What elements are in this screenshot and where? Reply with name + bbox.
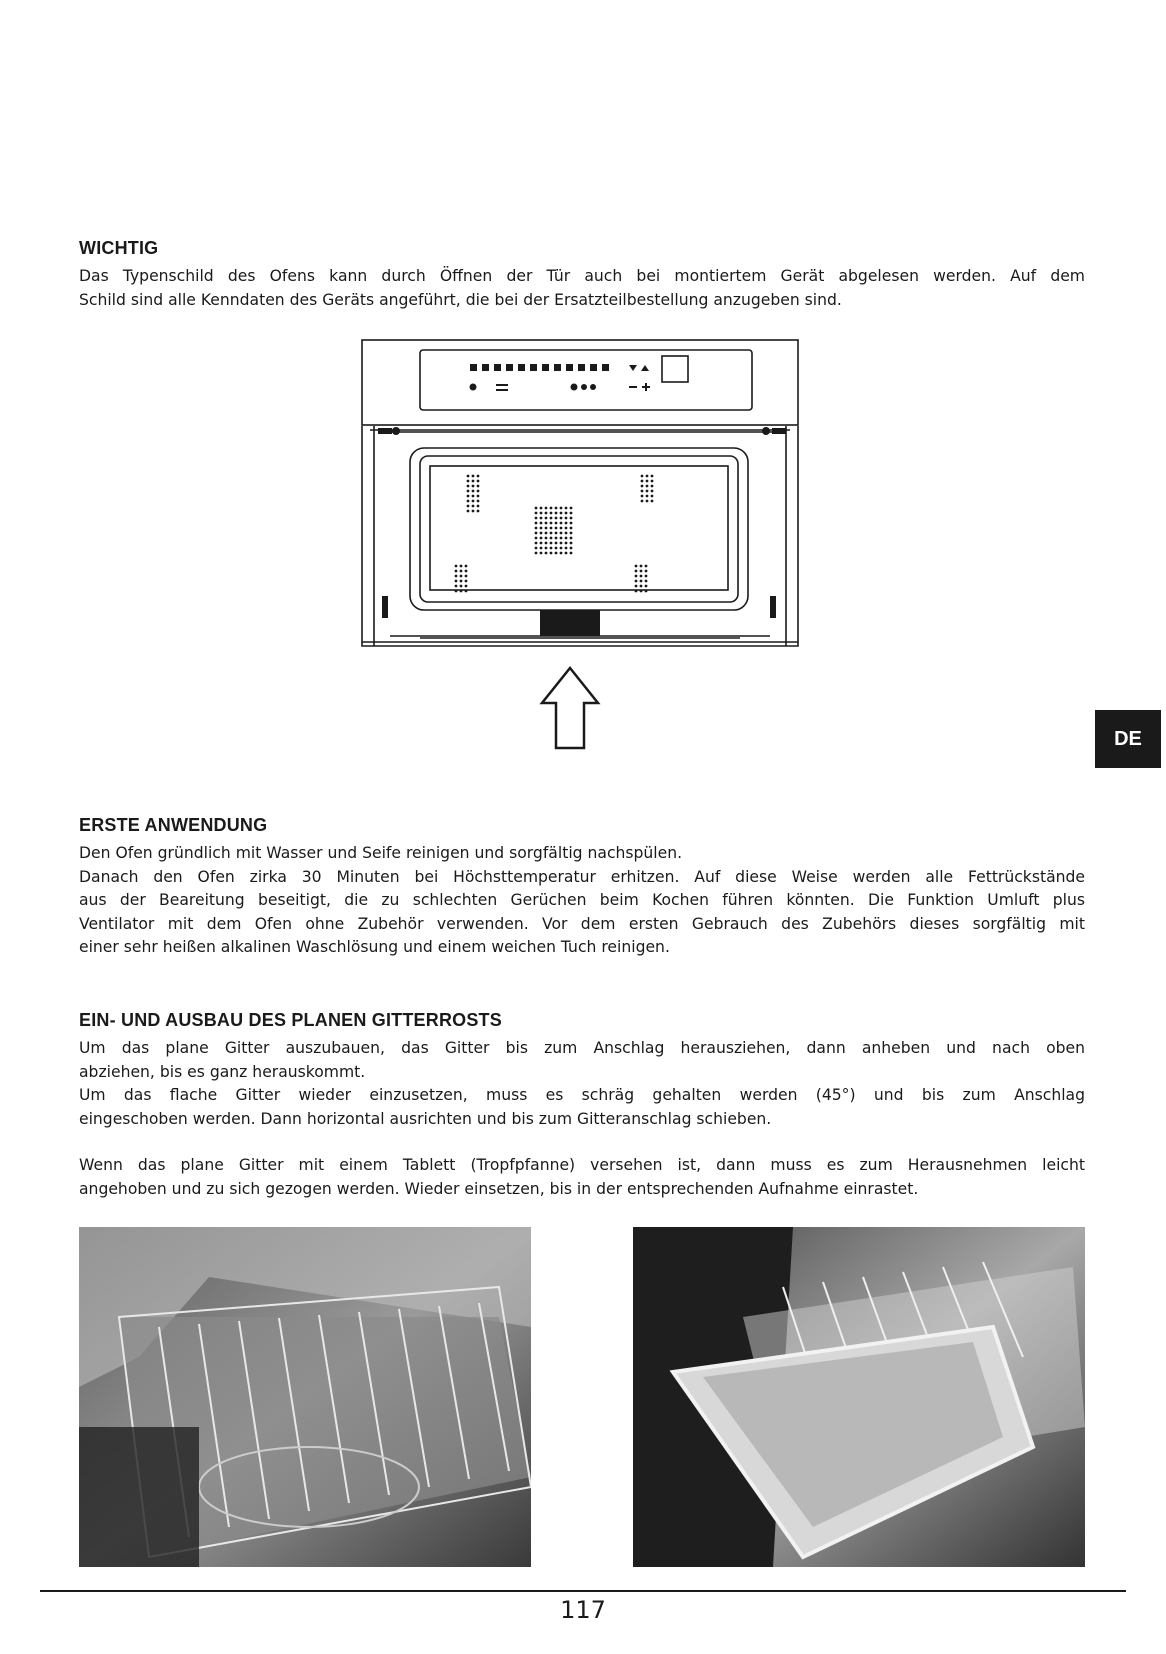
text-line: Den Ofen gründlich mit Wasser und Seife reinigen und sorgfältig nachspülen.	[79, 844, 683, 862]
vent-dot	[545, 537, 548, 540]
vent-dot	[540, 537, 543, 540]
vent-dot	[555, 542, 558, 545]
vent-dot	[465, 565, 468, 568]
vent-dot	[540, 512, 543, 515]
text-line: Um das plane Gitter auszubauen, das Gitter bis zum Anschlag herausziehen, dann anheben und nach oben	[79, 1039, 1085, 1057]
footer-divider	[40, 1590, 1126, 1592]
heading-wichtig: WICHTIG	[79, 238, 159, 258]
heading-gitterrost: EIN- UND AUSBAU DES PLANEN GITTERROSTS	[79, 1010, 502, 1030]
vent-dot	[565, 532, 568, 535]
vent-dot	[467, 510, 470, 513]
vent-dot	[560, 547, 563, 550]
vent-dot	[640, 575, 643, 578]
vent-dot	[565, 512, 568, 515]
vent-dot	[467, 480, 470, 483]
paragraph-gitterrost-1	[79, 1037, 1085, 1131]
vent-dot	[555, 527, 558, 530]
vent-dot	[570, 547, 573, 550]
vent-dot	[555, 517, 558, 520]
vent-dot	[640, 590, 643, 593]
vent-dot	[565, 547, 568, 550]
vent-dot	[645, 580, 648, 583]
text-line: Wenn das plane Gitter mit einem Tablett (Tropfpfanne) versehen ist, dann muss es zum Herausnehmen leicht	[79, 1156, 1085, 1174]
vent-dot	[646, 495, 649, 498]
vent-dot	[560, 542, 563, 545]
vent-dot	[570, 552, 573, 555]
vent-dot	[535, 552, 538, 555]
text-line: angehoben und zu sich gezogen werden. Wieder einsetzen, bis in der entsprechenden Aufnahme einrastet.	[79, 1179, 919, 1198]
text-line: Danach den Ofen zirka 30 Minuten bei Höchsttemperatur erhitzen. Auf diese Weise werden alle Fettrückstände	[79, 867, 1085, 886]
vent-dot	[545, 527, 548, 530]
vent-dot	[565, 517, 568, 520]
vent-dot	[565, 552, 568, 555]
vent-dot	[550, 552, 553, 555]
vent-dot	[560, 537, 563, 540]
vent-dot	[535, 522, 538, 525]
vent-dot	[651, 495, 654, 498]
photo-oven-rack-tray	[633, 1227, 1085, 1567]
vent-dot	[545, 552, 548, 555]
vent-dot	[545, 532, 548, 535]
vent-dot	[651, 475, 654, 478]
vent-dot	[467, 475, 470, 478]
vent-dot	[555, 522, 558, 525]
vent-dot	[651, 500, 654, 503]
paragraph-gitterrost-2	[79, 1154, 1085, 1201]
vent-dot	[455, 565, 458, 568]
vent-dot	[472, 485, 475, 488]
vent-dot	[467, 505, 470, 508]
vent-dot	[540, 507, 543, 510]
vent-dot	[472, 495, 475, 498]
vent-dot	[646, 480, 649, 483]
vent-dot	[545, 542, 548, 545]
vent-dot	[640, 565, 643, 568]
vent-dot	[535, 527, 538, 530]
vent-dot	[555, 537, 558, 540]
vent-dot	[570, 532, 573, 535]
vent-dot	[645, 590, 648, 593]
vent-dot	[540, 527, 543, 530]
vent-dot	[640, 570, 643, 573]
vent-dot	[477, 500, 480, 503]
vent-dot	[635, 580, 638, 583]
vent-dot	[651, 480, 654, 483]
vent-dot	[535, 542, 538, 545]
vent-dot	[560, 552, 563, 555]
vent-dot	[460, 565, 463, 568]
oven-front-diagram	[360, 338, 800, 788]
vent-dot	[455, 590, 458, 593]
vent-dot	[535, 537, 538, 540]
vent-dot	[535, 512, 538, 515]
vent-dot	[641, 500, 644, 503]
vent-dot	[477, 480, 480, 483]
vent-dot	[535, 507, 538, 510]
vent-dot	[550, 527, 553, 530]
vent-dot	[535, 547, 538, 550]
vent-dot	[560, 517, 563, 520]
vent-dot	[550, 547, 553, 550]
vent-dot	[545, 517, 548, 520]
vent-dot	[635, 575, 638, 578]
vent-dot	[455, 570, 458, 573]
vent-dot	[477, 485, 480, 488]
vent-dot	[460, 575, 463, 578]
vent-dot	[641, 485, 644, 488]
vent-dot	[635, 585, 638, 588]
vent-dot	[570, 507, 573, 510]
vent-dot	[467, 490, 470, 493]
vent-dot	[455, 575, 458, 578]
vent-dot	[560, 507, 563, 510]
vent-dot	[641, 495, 644, 498]
vent-dot	[560, 527, 563, 530]
vent-dot	[550, 532, 553, 535]
paragraph-wichtig	[79, 265, 1085, 312]
vent-dot	[460, 590, 463, 593]
vent-dot	[545, 512, 548, 515]
vent-dot	[565, 522, 568, 525]
vent-dot	[565, 507, 568, 510]
vent-dot	[460, 570, 463, 573]
vent-dot	[570, 527, 573, 530]
vent-dot	[540, 532, 543, 535]
vent-dot	[570, 542, 573, 545]
vent-dot	[550, 517, 553, 520]
vent-dot	[545, 507, 548, 510]
vent-dot	[555, 507, 558, 510]
vent-dot	[540, 517, 543, 520]
vent-dot	[645, 575, 648, 578]
vent-dot	[555, 552, 558, 555]
vent-dot	[550, 542, 553, 545]
vent-dot	[465, 575, 468, 578]
vent-dot	[641, 475, 644, 478]
text-line: eingeschoben werden. Dann horizontal ausrichten und bis zum Gitteranschlag schieben.	[79, 1109, 772, 1128]
vent-dot	[545, 547, 548, 550]
vent-dot	[640, 585, 643, 588]
vent-dot	[646, 485, 649, 488]
vent-dot	[535, 517, 538, 520]
vent-dot	[472, 475, 475, 478]
text-line: Das Typenschild des Ofens kann durch Öffnen der Tür auch bei montiertem Gerät abgelesen werden. Auf dem	[79, 267, 1085, 285]
vent-dot	[550, 512, 553, 515]
vent-dot	[535, 532, 538, 535]
vent-dot	[467, 485, 470, 488]
text-line: aus der Beareitung beseitigt, die zu schlechten Gerüchen beim Kochen führen könnten. Die Funktion Umluft plus	[79, 891, 1085, 909]
heading-erste-anwendung: ERSTE ANWENDUNG	[79, 815, 268, 835]
vent-dot	[565, 542, 568, 545]
vent-dot	[472, 490, 475, 493]
vent-dot	[477, 490, 480, 493]
page-number: 117	[560, 1596, 606, 1624]
vent-dot	[540, 522, 543, 525]
vent-dot	[550, 507, 553, 510]
vent-dot	[467, 495, 470, 498]
paragraph-erste-anwendung	[79, 842, 1085, 960]
vent-dot	[467, 500, 470, 503]
vent-dot	[550, 522, 553, 525]
arrow-icon	[542, 668, 598, 748]
vent-dot	[646, 475, 649, 478]
vent-dot	[635, 590, 638, 593]
vent-dot	[540, 552, 543, 555]
vent-dot	[555, 512, 558, 515]
vent-dot	[472, 500, 475, 503]
vent-dot	[477, 475, 480, 478]
vent-dot	[560, 512, 563, 515]
vent-dot	[477, 495, 480, 498]
vent-dot	[540, 542, 543, 545]
vent-dot	[477, 510, 480, 513]
vent-dot	[455, 580, 458, 583]
vent-dot	[472, 480, 475, 483]
vent-dot	[465, 590, 468, 593]
vent-dot	[455, 585, 458, 588]
vent-dot	[645, 570, 648, 573]
vent-dot	[640, 580, 643, 583]
vent-dot	[651, 485, 654, 488]
vent-dot	[460, 580, 463, 583]
vent-dot	[460, 585, 463, 588]
vent-dot	[645, 585, 648, 588]
vent-dot	[545, 522, 548, 525]
vent-dot	[477, 505, 480, 508]
vent-dot	[635, 570, 638, 573]
vent-dot	[570, 537, 573, 540]
vent-dot	[565, 537, 568, 540]
text-line: Schild sind alle Kenndaten des Geräts angeführt, die bei der Ersatzteilbestellung anzugeben sind.	[79, 290, 842, 309]
vent-dot	[645, 565, 648, 568]
text-line: Um das flache Gitter wieder einzusetzen, muss es schräg gehalten werden (45°) und bis zum Anschlag	[79, 1086, 1085, 1104]
vent-dot	[540, 547, 543, 550]
vent-dot	[635, 565, 638, 568]
vent-dot	[465, 585, 468, 588]
vent-dot	[555, 532, 558, 535]
text-line: Ventilator mit dem Ofen ohne Zubehör verwenden. Vor dem ersten Gebrauch des Zubehörs dieses sorgfältig mit	[79, 914, 1085, 933]
vent-dot	[560, 532, 563, 535]
vent-dot	[472, 505, 475, 508]
vent-dot	[641, 490, 644, 493]
vent-dot	[646, 490, 649, 493]
vent-dot	[465, 570, 468, 573]
vent-dot	[465, 580, 468, 583]
vent-dot	[646, 500, 649, 503]
photo-oven-rack	[79, 1227, 531, 1567]
language-tab: DE	[1095, 710, 1161, 768]
vent-dot	[472, 510, 475, 513]
vent-dot	[570, 522, 573, 525]
text-line: abziehen, bis es ganz herauskommt.	[79, 1062, 366, 1081]
text-line: einer sehr heißen alkalinen Waschlösung und einem weichen Tuch reinigen.	[79, 938, 670, 956]
vent-dot	[651, 490, 654, 493]
vent-dot	[560, 522, 563, 525]
vent-dot	[555, 547, 558, 550]
vent-dot	[570, 517, 573, 520]
vent-dot	[565, 527, 568, 530]
vent-dot	[550, 537, 553, 540]
vent-dot	[641, 480, 644, 483]
vent-dot	[570, 512, 573, 515]
